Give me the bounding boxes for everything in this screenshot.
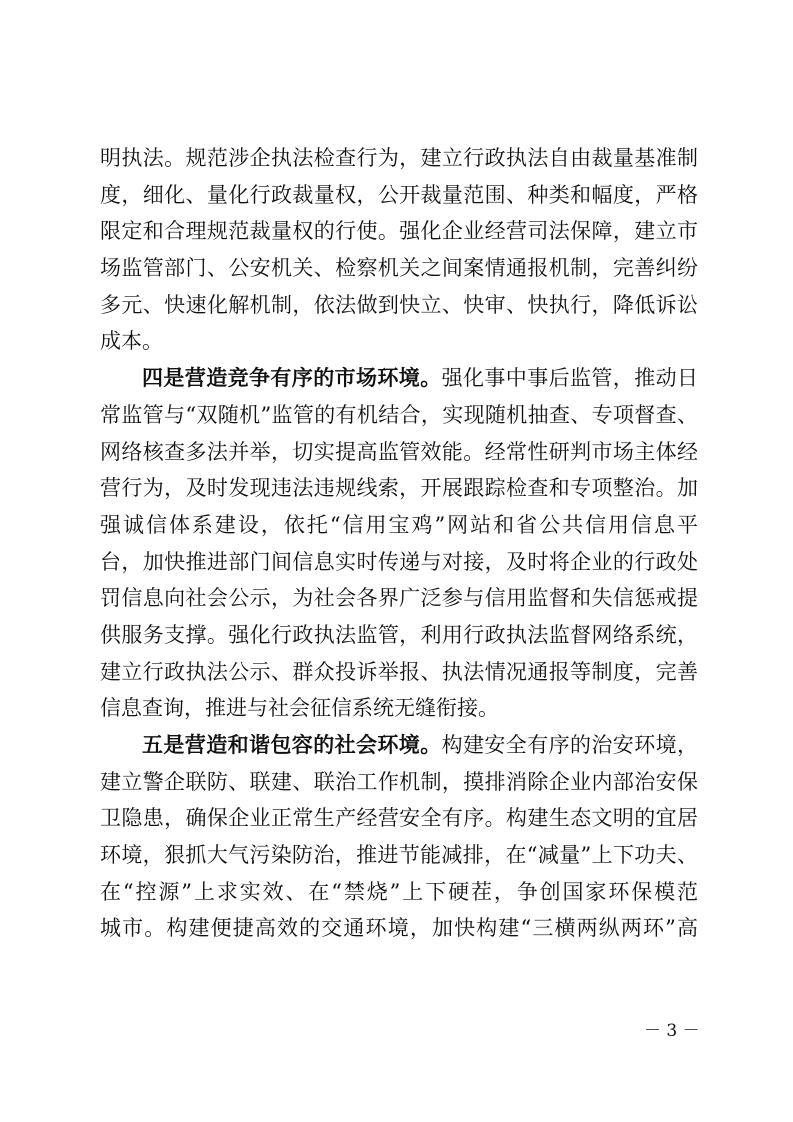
- text-line: 场监管部门、公安机关、检察机关之间案情通报机制，完善纠纷: [100, 256, 698, 281]
- text-line: 明执法。规范涉企执法检查行为，建立行政执法自由裁量基准制: [100, 146, 698, 170]
- text-line: [100, 727, 698, 764]
- text-line: 信息查询，推进与社会征信系统无缝衔接。: [100, 696, 499, 721]
- text-line: 环境，狠抓大气污染防治，推进节能减排，在“减量”上下功夫、: [100, 843, 698, 868]
- section-heading-social: 五是营造和谐包容的社会环境。: [142, 733, 442, 757]
- text-line: 度，细化、量化行政裁量权，公开裁量范围、种类和幅度，严格: [100, 182, 698, 207]
- paragraph-social-environment: [100, 727, 698, 947]
- text-line: 台，加快推进部门间信息实时传递与对接，及时将企业的行政处: [100, 549, 698, 574]
- text-line: 卫隐患，确保企业正常生产经营安全有序。构建生态文明的宜居: [100, 806, 698, 831]
- text-line: 建立警企联防、联建、联治工作机制，摸排消除企业内部治安保: [100, 769, 698, 794]
- page-number: － 3 －: [644, 1021, 700, 1041]
- paragraph-rule-of-law: [100, 140, 698, 360]
- text-line: [100, 360, 698, 397]
- paragraph-market-environment: [100, 360, 698, 727]
- body-text: [100, 140, 698, 947]
- text-line: 在“控源”上求实效、在“禁烧”上下硬茬，争创国家环保模范: [100, 879, 698, 904]
- text-line: 网络核查多法并举，切实提高监管效能。经常性研判市场主体经: [100, 439, 698, 464]
- text-line: 建立行政执法公示、群众投诉举报、执法情况通报等制度，完善: [100, 659, 698, 684]
- text-line: 营行为，及时发现违法违规线索，开展跟踪检查和专项整治。加: [100, 476, 698, 501]
- text-line: 城市。构建便捷高效的交通环境，加快构建“三横两纵两环”高: [100, 916, 698, 941]
- text-line: 成本。: [100, 329, 163, 354]
- text-line: 常监管与“双随机”监管的有机结合，实现随机抽查、专项督查、: [100, 402, 698, 427]
- text-line: 限定和合理规范裁量权的行使。强化企业经营司法保障，建立市: [100, 219, 698, 244]
- text-fragment: 强化事中事后监管，推动日: [441, 366, 699, 391]
- text-fragment: 构建安全有序的治安环境，: [441, 733, 699, 757]
- text-line: 罚信息向社会公示，为社会各界广泛参与信用监督和失信惩戒提: [100, 586, 698, 611]
- text-line: 强诚信体系建设，依托“信用宝鸡”网站和省公共信用信息平: [100, 512, 698, 537]
- text-line: 多元、快速化解机制，依法做到快立、快审、快执行，降低诉讼: [100, 292, 698, 317]
- text-line: 供服务支撑。强化行政执法监管，利用行政执法监督网络系统，: [100, 622, 698, 647]
- section-heading-market: 四是营造竞争有序的市场环境。: [142, 366, 442, 391]
